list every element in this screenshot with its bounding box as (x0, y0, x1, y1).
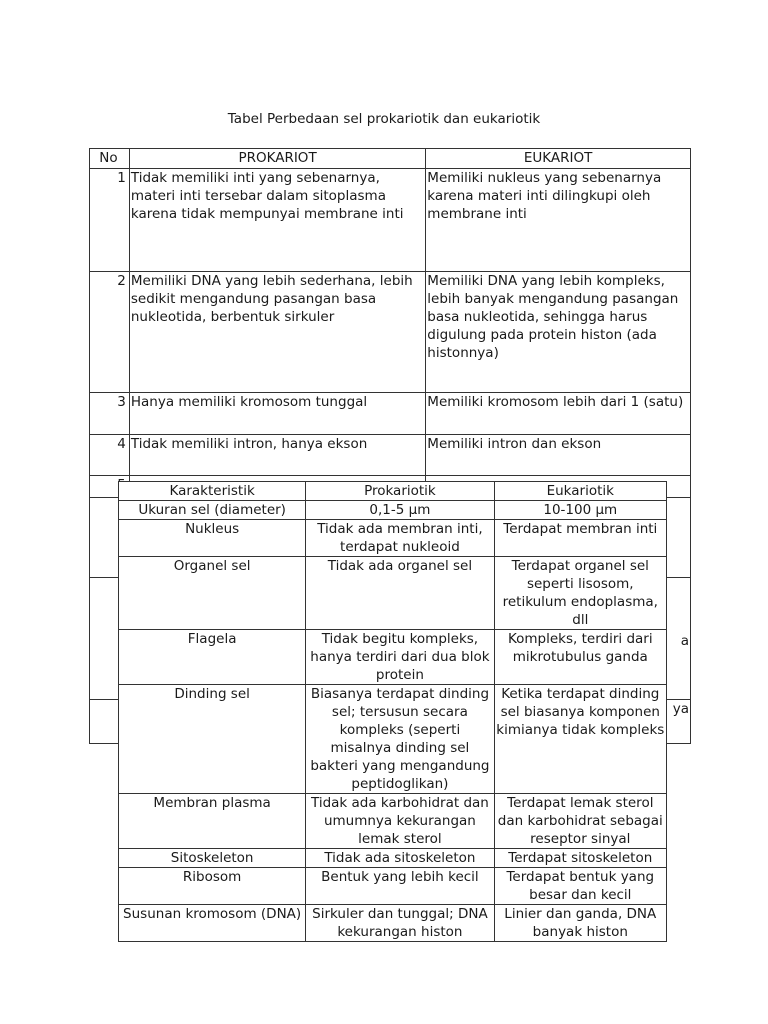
table-header-row (119, 482, 667, 501)
header-prokariotik: Prokariotik (306, 482, 494, 501)
table-row (90, 393, 691, 435)
eukariot-cell: Memiliki intron dan ekson (426, 435, 691, 476)
row-number: 2 (90, 272, 130, 393)
eukariot-cell: ya (426, 700, 691, 744)
table-row (119, 868, 667, 905)
characteristics-table (118, 481, 667, 942)
eukariotik-cell: Ketika terdapat dinding sel biasanya komponen kimianya tidak kompleks (494, 685, 666, 794)
eukariotik-cell: Terdapat organel sel seperti lisosom, retikulum endoplasma, dll (494, 557, 666, 630)
table-row (119, 520, 667, 557)
header-karakteristik: Karakteristik (119, 482, 306, 501)
eukariotik-cell: Kompleks, terdiri dari mikrotubulus ganda (494, 630, 666, 685)
prokariotik-cell: Tidak begitu kompleks, hanya terdiri dari dua blok protein (306, 630, 494, 685)
prokariotik-cell: Tidak ada karbohidrat dan umumnya kekurangan lemak sterol (306, 794, 494, 849)
karakteristik-cell: Ribosom (119, 868, 306, 905)
table-row (90, 169, 691, 272)
karakteristik-cell: Organel sel (119, 557, 306, 630)
eukariot-cell: Memiliki nukleus yang sebenarnya karena materi inti dilingkupi oleh membrane inti (426, 169, 691, 272)
karakteristik-cell: Dinding sel (119, 685, 306, 794)
page-title: Tabel Perbedaan sel prokariotik dan eukariotik (227, 111, 541, 127)
table-row (119, 630, 667, 685)
row-number: 3 (90, 393, 130, 435)
karakteristik-cell: Nukleus (119, 520, 306, 557)
table-row (90, 435, 691, 476)
table-row (90, 272, 691, 393)
prokariotik-cell: Biasanya terdapat dinding sel; tersusun secara kompleks (seperti misalnya dinding sel bakteri yang mengandung peptidoglikan) (306, 685, 494, 794)
prokariot-cell: Tidak memiliki intron, hanya ekson (129, 435, 425, 476)
table-row (119, 501, 667, 520)
prokariotik-cell: Bentuk yang lebih kecil (306, 868, 494, 905)
karakteristik-cell: Sitoskeleton (119, 849, 306, 868)
table-row (119, 849, 667, 868)
header-prokariot: PROKARIOT (129, 149, 425, 169)
karakteristik-cell: Membran plasma (119, 794, 306, 849)
header-eukariotik: Eukariotik (494, 482, 666, 501)
karakteristik-cell: Flagela (119, 630, 306, 685)
row-number: 4 (90, 435, 130, 476)
table-row (119, 557, 667, 630)
prokariotik-cell: 0,1-5 μm (306, 501, 494, 520)
eukariotik-cell: Terdapat membran inti (494, 520, 666, 557)
prokariot-cell: Memiliki DNA yang lebih sederhana, lebih sedikit mengandung pasangan basa nukleotida, berbentuk sirkuler (129, 272, 425, 393)
eukariotik-cell: Terdapat lemak sterol dan karbohidrat sebagai reseptor sinyal (494, 794, 666, 849)
header-eukariot: EUKARIOT (426, 149, 691, 169)
table-row (119, 685, 667, 794)
eukariot-cell: Memiliki DNA yang lebih kompleks, lebih banyak mengandung pasangan basa nukleotida, sehingga harus digulung pada protein histon (ada histonnya) (426, 272, 691, 393)
prokariotik-cell: Tidak ada sitoskeleton (306, 849, 494, 868)
eukariot-cell: Memiliki kromosom lebih dari 1 (satu) (426, 393, 691, 435)
eukariotik-cell: Terdapat sitoskeleton (494, 849, 666, 868)
row-number: 1 (90, 169, 130, 272)
table-row (119, 794, 667, 849)
prokariotik-cell: Tidak ada membran inti, terdapat nukleoid (306, 520, 494, 557)
prokariotik-cell: Sirkuler dan tunggal; DNA kekurangan histon (306, 905, 494, 942)
karakteristik-cell: Susunan kromosom (DNA) (119, 905, 306, 942)
prokariotik-cell: Tidak ada organel sel (306, 557, 494, 630)
eukariotik-cell: Linier dan ganda, DNA banyak histon (494, 905, 666, 942)
karakteristik-cell: Ukuran sel (diameter) (119, 501, 306, 520)
eukariot-cell: a (426, 578, 691, 700)
header-no: No (90, 149, 130, 169)
table-row (119, 905, 667, 942)
eukariotik-cell: 10-100 μm (494, 501, 666, 520)
eukariotik-cell: Terdapat bentuk yang besar dan kecil (494, 868, 666, 905)
prokariot-cell: Tidak memiliki inti yang sebenarnya, materi inti tersebar dalam sitoplasma karena tidak mempunyai membrane inti (129, 169, 425, 272)
table-header-row (90, 149, 691, 169)
prokariot-cell: Hanya memiliki kromosom tunggal (129, 393, 425, 435)
